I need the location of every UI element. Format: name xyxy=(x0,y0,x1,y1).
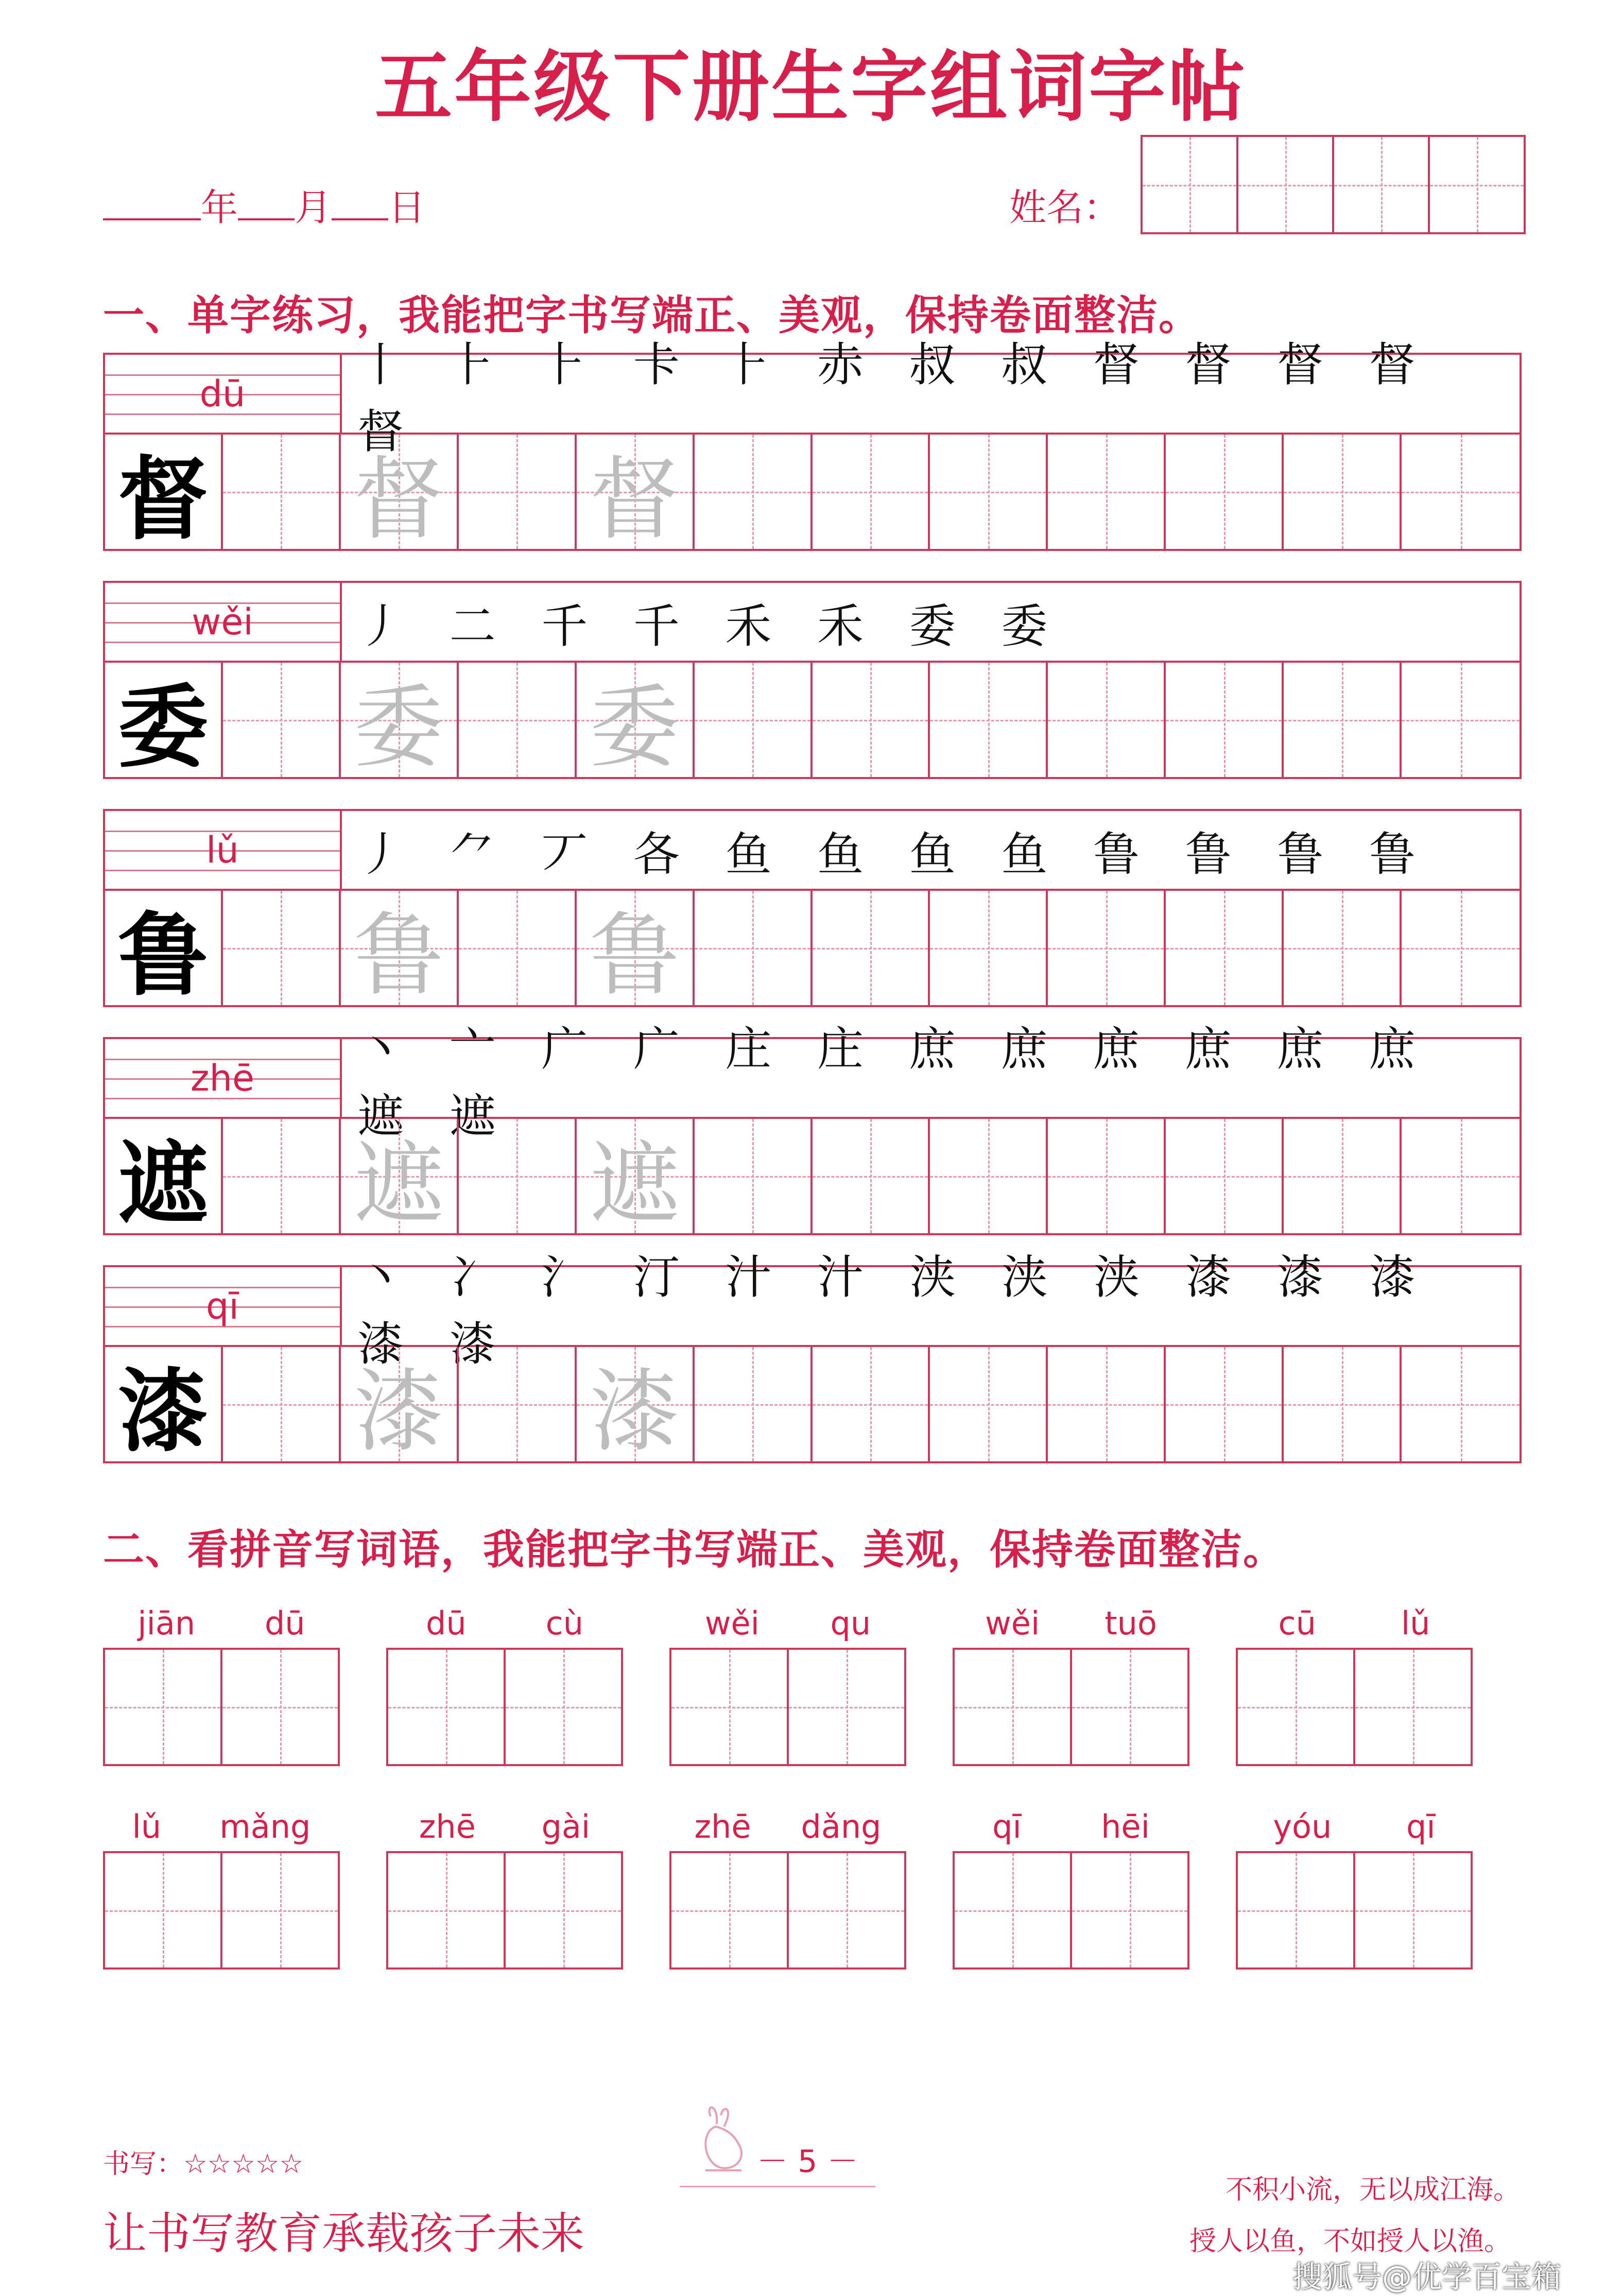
char-pinyin: lǔ xyxy=(105,811,342,891)
word-boxes xyxy=(103,1648,340,1766)
model-char: 督 xyxy=(105,435,221,549)
practice-cell[interactable] xyxy=(1048,1119,1166,1233)
trace-char: 委 xyxy=(589,675,680,780)
word-cell[interactable] xyxy=(671,1650,789,1764)
practice-cell[interactable] xyxy=(459,435,577,549)
stroke-order: 丿 ⺈ 丆 各 鱼 鱼 鱼 鱼 鲁 鲁 鲁 鲁 xyxy=(342,811,1520,891)
char-pinyin: zhē xyxy=(105,1039,342,1119)
char-row xyxy=(103,581,1522,779)
practice-cell[interactable] xyxy=(577,663,695,780)
practice-cell[interactable] xyxy=(577,1347,695,1464)
char-row xyxy=(103,809,1522,1007)
date-line xyxy=(103,178,425,231)
word-pinyin-2: tuō xyxy=(1105,1604,1157,1642)
word-pinyin-2: qu xyxy=(830,1604,871,1642)
practice-cell[interactable] xyxy=(1048,891,1166,1005)
word-pinyin-2: hēi xyxy=(1101,1808,1150,1845)
stroke-order: 丿 二 千 千 禾 禾 委 委 xyxy=(342,583,1520,663)
practice-cell[interactable] xyxy=(341,663,459,780)
practice-cell[interactable] xyxy=(930,1347,1048,1461)
name-label: 姓名： xyxy=(1009,186,1121,229)
page-title: 五年级下册生字组词字帖 xyxy=(374,43,1247,132)
practice-cell[interactable] xyxy=(1166,891,1284,1005)
word-pinyin-2: qī xyxy=(1406,1808,1436,1845)
practice-cell xyxy=(105,891,223,1008)
trace-char: 漆 xyxy=(589,1359,680,1464)
practice-cell[interactable] xyxy=(1402,435,1520,549)
practice-cell[interactable] xyxy=(577,891,695,1008)
practice-cell[interactable] xyxy=(341,1119,459,1236)
practice-cell[interactable] xyxy=(577,1119,695,1236)
name-grid[interactable] xyxy=(1141,135,1526,234)
word-cell[interactable] xyxy=(388,1650,506,1764)
model-char: 鲁 xyxy=(105,891,221,1005)
practice-cell[interactable] xyxy=(459,891,577,1005)
trace-char: 漆 xyxy=(353,1359,444,1464)
word-cell[interactable] xyxy=(789,1853,904,1967)
practice-cell xyxy=(105,1347,223,1464)
word-pinyin-2: cù xyxy=(545,1604,583,1642)
model-char: 漆 xyxy=(105,1347,221,1461)
word-boxes xyxy=(953,1851,1189,1970)
practice-grid xyxy=(105,435,1520,552)
practice-cell[interactable] xyxy=(813,435,930,549)
page-number: － 5 － xyxy=(757,2144,858,2180)
practice-cell[interactable] xyxy=(930,663,1048,777)
practice-grid xyxy=(105,891,1520,1008)
practice-cell[interactable] xyxy=(695,435,813,549)
practice-cell[interactable] xyxy=(1402,1347,1520,1461)
char-pinyin: wěi xyxy=(105,583,342,663)
word-cell[interactable] xyxy=(955,1853,1072,1967)
trace-char: 鲁 xyxy=(589,903,680,1008)
word-pinyin-1: cū xyxy=(1278,1604,1316,1642)
month-blank[interactable] xyxy=(238,187,295,220)
word-boxes xyxy=(1236,1851,1473,1970)
word-cell[interactable] xyxy=(789,1650,904,1764)
page-divider xyxy=(680,2186,875,2187)
quote-2: 授人以鱼，不如授人以渔。 xyxy=(1189,2226,1511,2257)
word-group xyxy=(669,1802,906,1970)
word-cell[interactable] xyxy=(222,1650,338,1764)
word-pinyin-1: wěi xyxy=(985,1604,1040,1642)
practice-cell xyxy=(105,1119,223,1236)
practice-cell[interactable] xyxy=(1048,435,1166,549)
word-cell[interactable] xyxy=(388,1853,506,1967)
word-group xyxy=(386,1802,623,1970)
practice-cell xyxy=(105,663,223,780)
practice-cell[interactable] xyxy=(695,1347,813,1461)
stroke-order: 丶 亠 广 广 庄 庄 庶 庶 庶 庶 庶 庶 遮 遮 xyxy=(342,1039,1520,1119)
practice-cell[interactable] xyxy=(223,891,341,1005)
word-group xyxy=(1236,1599,1473,1766)
practice-cell[interactable] xyxy=(695,1119,813,1233)
trace-char: 督 xyxy=(589,447,680,552)
word-cell[interactable] xyxy=(1072,1853,1187,1967)
stroke-order: 丶 冫 氵 汀 汁 汁 浃 浃 浃 漆 漆 漆 漆 漆 xyxy=(342,1267,1520,1347)
practice-cell[interactable] xyxy=(341,1347,459,1464)
stroke-order: 丨 ⺊ ⺊ 卡 ⺊ 赤 叔 叔 督 督 督 督 督 xyxy=(342,355,1520,435)
slogan: 让书写教育承载孩子未来 xyxy=(103,2208,585,2259)
char-row xyxy=(103,1022,1522,1236)
practice-cell[interactable] xyxy=(1402,891,1520,1005)
word-boxes xyxy=(953,1648,1189,1766)
model-char: 委 xyxy=(105,663,221,777)
word-boxes xyxy=(669,1648,906,1766)
word-pinyin-2: gài xyxy=(541,1808,591,1845)
practice-cell[interactable] xyxy=(813,1347,930,1461)
practice-cell[interactable] xyxy=(695,663,813,777)
char-row xyxy=(103,1250,1522,1464)
trace-char: 委 xyxy=(353,675,444,780)
trace-char: 遮 xyxy=(589,1131,680,1236)
word-group xyxy=(1236,1802,1473,1970)
word-cell[interactable] xyxy=(506,1853,621,1967)
word-cell[interactable] xyxy=(1238,1650,1355,1764)
practice-cell[interactable] xyxy=(813,891,930,1005)
word-group xyxy=(103,1802,340,1970)
word-pinyin-2: dǎng xyxy=(801,1808,882,1845)
quote-1: 不积小流，无以成江海。 xyxy=(1226,2174,1521,2205)
practice-cell[interactable] xyxy=(459,1119,577,1233)
word-group xyxy=(953,1802,1189,1970)
practice-cell[interactable] xyxy=(341,891,459,1008)
word-group xyxy=(103,1599,340,1766)
practice-cell[interactable] xyxy=(813,1119,930,1233)
word-boxes xyxy=(386,1851,623,1970)
practice-cell[interactable] xyxy=(459,663,577,777)
word-boxes xyxy=(103,1851,340,1970)
year-blank[interactable] xyxy=(103,187,201,220)
char-row xyxy=(103,337,1522,552)
practice-cell[interactable] xyxy=(1284,1347,1402,1461)
practice-grid xyxy=(105,1119,1520,1236)
practice-cell[interactable] xyxy=(1284,891,1402,1005)
section2-title: 二、看拼音写词语，我能把字书写端正、美观，保持卷面整洁。 xyxy=(103,1526,1285,1574)
word-boxes xyxy=(669,1851,906,1970)
practice-cell[interactable] xyxy=(1048,663,1166,777)
watermark: 搜狐号@优学百宝箱 xyxy=(1292,2259,1562,2294)
practice-cell[interactable] xyxy=(930,1119,1048,1233)
practice-cell[interactable] xyxy=(1166,1347,1284,1461)
section1-title: 一、单字练习，我能把字书写端正、美观，保持卷面整洁。 xyxy=(103,291,1201,339)
word-pinyin-1: qī xyxy=(992,1808,1022,1845)
practice-cell[interactable] xyxy=(459,1347,577,1461)
word-pinyin-1: yóu xyxy=(1273,1808,1332,1845)
word-cell[interactable] xyxy=(1355,1853,1471,1967)
day-label: 日 xyxy=(388,186,426,229)
char-pinyin: dū xyxy=(105,355,342,435)
practice-cell[interactable] xyxy=(930,435,1048,549)
day-blank[interactable] xyxy=(332,187,388,220)
practice-cell[interactable] xyxy=(223,435,341,549)
word-pinyin-1: lǔ xyxy=(132,1808,162,1845)
word-boxes xyxy=(1236,1648,1473,1766)
word-pinyin-2: dū xyxy=(264,1604,305,1642)
month-label: 月 xyxy=(295,186,332,229)
practice-grid xyxy=(105,1347,1520,1464)
practice-cell[interactable] xyxy=(223,663,341,777)
year-label: 年 xyxy=(201,186,238,229)
practice-cell[interactable] xyxy=(1402,663,1520,777)
practice-cell[interactable] xyxy=(1402,1119,1520,1233)
word-cell[interactable] xyxy=(1238,1853,1355,1967)
model-char: 遮 xyxy=(105,1119,221,1233)
word-pinyin-2: lǔ xyxy=(1401,1604,1430,1642)
word-pinyin-2: mǎng xyxy=(219,1808,311,1845)
practice-cell[interactable] xyxy=(695,891,813,1005)
trace-char: 遮 xyxy=(353,1131,444,1236)
word-pinyin-1: jiān xyxy=(137,1604,196,1642)
practice-cell[interactable] xyxy=(223,1347,341,1461)
practice-cell[interactable] xyxy=(930,891,1048,1005)
rabbit-icon xyxy=(690,2106,757,2183)
practice-grid xyxy=(105,663,1520,780)
word-group xyxy=(669,1599,906,1766)
practice-cell[interactable] xyxy=(577,435,695,552)
practice-cell[interactable] xyxy=(1284,435,1402,549)
practice-cell[interactable] xyxy=(1166,663,1284,777)
word-pinyin-1: dū xyxy=(425,1604,467,1642)
practice-cell[interactable] xyxy=(813,663,930,777)
word-pinyin-1: zhē xyxy=(694,1808,751,1845)
practice-cell xyxy=(105,435,223,552)
practice-cell[interactable] xyxy=(223,1119,341,1233)
word-group xyxy=(953,1599,1189,1766)
practice-cell[interactable] xyxy=(1284,663,1402,777)
word-pinyin-1: zhē xyxy=(419,1808,476,1845)
trace-char: 督 xyxy=(353,447,444,552)
word-boxes xyxy=(386,1648,623,1766)
trace-char: 鲁 xyxy=(353,903,444,1008)
practice-cell[interactable] xyxy=(1284,1119,1402,1233)
practice-cell[interactable] xyxy=(1166,435,1284,549)
rating-text: 书写：☆☆☆☆☆ xyxy=(103,2149,304,2180)
word-group xyxy=(386,1599,623,1766)
word-cell[interactable] xyxy=(105,1650,222,1764)
practice-cell[interactable] xyxy=(1048,1347,1166,1461)
word-cell[interactable] xyxy=(506,1650,621,1764)
practice-cell[interactable] xyxy=(341,435,459,552)
word-pinyin-1: wěi xyxy=(704,1604,760,1642)
word-cell[interactable] xyxy=(671,1853,789,1967)
practice-cell[interactable] xyxy=(1166,1119,1284,1233)
word-cell[interactable] xyxy=(1355,1650,1471,1764)
word-cell[interactable] xyxy=(1072,1650,1187,1764)
word-cell[interactable] xyxy=(222,1853,338,1967)
char-pinyin: qī xyxy=(105,1267,342,1347)
word-cell[interactable] xyxy=(105,1853,222,1967)
word-cell[interactable] xyxy=(955,1650,1072,1764)
